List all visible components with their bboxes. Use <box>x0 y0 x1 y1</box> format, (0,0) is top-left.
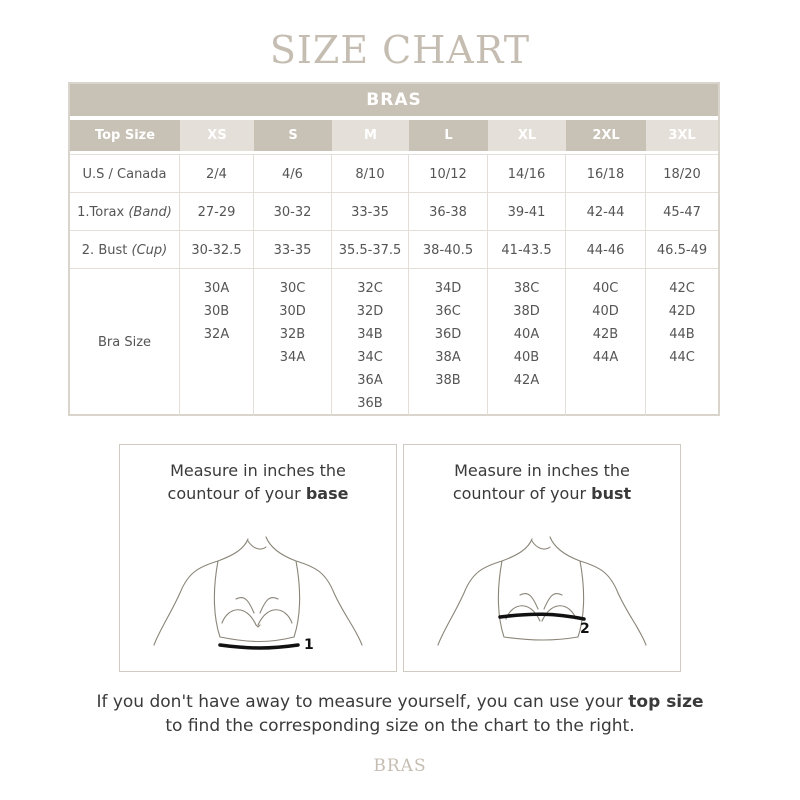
bust-sub: (Cup) <box>131 242 168 258</box>
size-2xl: 2XL <box>566 120 646 151</box>
torax-label: 1.Torax <box>77 204 125 220</box>
bra-size: 36B <box>357 396 383 411</box>
bra-size: 40C <box>592 281 619 296</box>
table-row-bra <box>70 268 718 415</box>
measure-base-panel <box>119 444 397 672</box>
table-cell: 2/4 <box>180 155 254 193</box>
table-cell: 27-29 <box>180 193 254 231</box>
bra-size: 34D <box>434 281 462 296</box>
table-cell: 38-40.5 <box>409 231 488 269</box>
table-cell: 10/12 <box>409 155 488 193</box>
bra-size: 36A <box>357 373 383 388</box>
bra-size: 32B <box>279 327 306 342</box>
table-cell: 41-43.5 <box>488 231 566 269</box>
table-cell: 45-47 <box>663 204 701 220</box>
size-xs: XS <box>180 120 254 151</box>
table-cell: 14/16 <box>488 155 566 193</box>
size-m: M <box>332 120 409 151</box>
bra-size: 38A <box>435 350 461 365</box>
torso-base-illustration <box>120 533 396 671</box>
measure-bust-prefix: countour of your <box>452 484 592 503</box>
marker-1: 1 <box>304 637 314 653</box>
measure-base-bold: base <box>305 484 349 503</box>
bra-size: 32C <box>357 281 383 296</box>
page-title: SIZE CHART <box>269 28 531 72</box>
marker-2: 2 <box>580 621 590 637</box>
top-size-row <box>70 120 718 151</box>
bra-cell-xs <box>180 269 254 415</box>
torax-sub: (Band) <box>128 204 172 220</box>
footer-brand: BRAS <box>373 756 427 776</box>
table-row-torax <box>70 192 718 231</box>
row-label-bra: Bra Size <box>70 269 180 415</box>
bust-label: 2. Bust <box>81 242 128 258</box>
bra-size: 30B <box>203 304 230 319</box>
bra-size: 42C <box>669 281 695 296</box>
table-cell: 33-35 <box>254 231 332 269</box>
bra-size: 42A <box>513 373 540 388</box>
bra-size: 36D <box>434 327 462 342</box>
footnote-bold: top size <box>628 692 704 712</box>
bra-size: 44B <box>669 327 695 342</box>
measure-bust-text <box>404 459 680 505</box>
bra-size: 38D <box>513 304 540 319</box>
table-cell: 44-46 <box>566 231 646 269</box>
row-label-us: U.S / Canada <box>70 155 180 193</box>
footnote <box>0 690 800 738</box>
table-cell: 46.5-49 <box>656 242 708 258</box>
bra-size: 44A <box>592 350 619 365</box>
bra-size: 34C <box>357 350 383 365</box>
table-cell: 18/20 <box>663 166 701 182</box>
bra-size: 38C <box>513 281 540 296</box>
bra-size: 32D <box>356 304 384 319</box>
size-l: L <box>409 120 488 151</box>
bra-size: 30A <box>203 281 230 296</box>
bra-size: 42D <box>668 304 696 319</box>
row-label-bust <box>70 231 180 269</box>
measure-base-text <box>120 459 396 505</box>
table-cell: 30-32 <box>254 193 332 231</box>
bra-size: 38B <box>435 373 461 388</box>
measure-base-line1: Measure in inches the <box>170 461 346 480</box>
table-cell: 8/10 <box>332 155 409 193</box>
size-s: S <box>254 120 332 151</box>
bra-size: 30C <box>279 281 306 296</box>
bra-size: 36C <box>435 304 461 319</box>
bra-cell-l <box>409 269 488 415</box>
table-cell: 42-44 <box>566 193 646 231</box>
bra-size: 34B <box>357 327 383 342</box>
bra-size: 40B <box>513 350 540 365</box>
table-cell: 4/6 <box>254 155 332 193</box>
bra-cell-2xl <box>566 269 646 415</box>
row-label-torax <box>70 193 180 231</box>
bra-size: 40D <box>592 304 619 319</box>
measure-base-prefix: countour of your <box>167 484 306 503</box>
bra-cell-m <box>332 269 409 415</box>
bra-size: 32A <box>203 327 230 342</box>
bra-size: 44C <box>669 350 695 365</box>
size-chart-table <box>68 82 720 416</box>
torso-bust-illustration <box>404 533 680 671</box>
size-xl: XL <box>488 120 566 151</box>
table-row-us <box>70 154 718 193</box>
table-cell: 33-35 <box>332 193 409 231</box>
table-cell: 35.5-37.5 <box>332 231 409 269</box>
measure-bust-line1: Measure in inches the <box>454 461 630 480</box>
bra-cell-xl <box>488 269 566 415</box>
footnote-line1 <box>0 690 800 714</box>
top-size-label: Top Size <box>70 120 180 151</box>
footnote-line2: to find the corresponding size on the chart to the right. <box>165 716 635 736</box>
size-3xl: 3XL <box>646 120 718 151</box>
measure-base-line2 <box>120 482 396 505</box>
bra-size: 40A <box>513 327 540 342</box>
footnote-prefix: If you don't have away to measure yourself, you can use your <box>96 692 629 712</box>
table-header: BRAS <box>70 84 718 116</box>
measure-bust-panel <box>403 444 681 672</box>
bra-cell-s <box>254 269 332 415</box>
table-cell: 36-38 <box>409 193 488 231</box>
bra-size: 42B <box>592 327 619 342</box>
table-row-bust <box>70 230 718 269</box>
table-cell: 16/18 <box>566 155 646 193</box>
bra-size: 30D <box>279 304 306 319</box>
bra-cell-3xl <box>646 269 718 415</box>
table-cell: 30-32.5 <box>180 231 254 269</box>
measure-bust-line2 <box>404 482 680 505</box>
measure-bust-bold: bust <box>591 484 632 503</box>
bra-size: 34A <box>279 350 306 365</box>
table-cell: 39-41 <box>488 193 566 231</box>
